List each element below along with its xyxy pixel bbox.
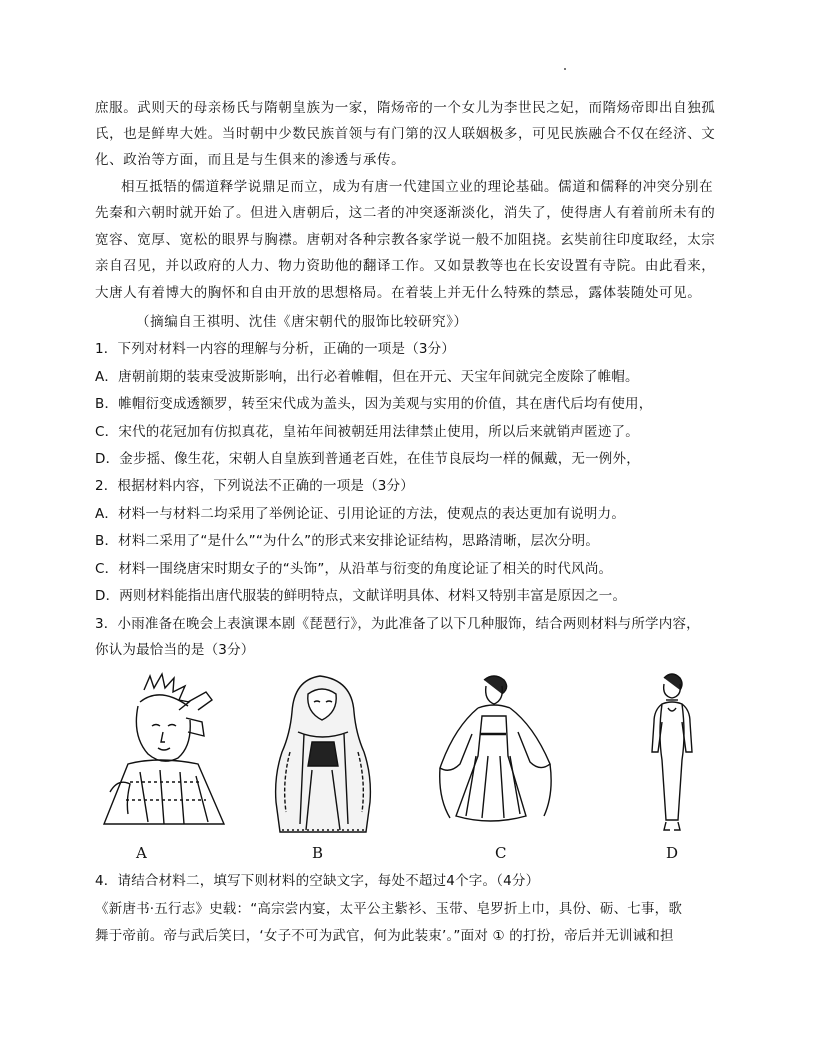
costume-c-illustration [436,672,556,842]
passage-line: 亲自召见，并以政府的人力、物力资助他的翻译工作。又如景教等也在长安设置有寺院。由此看来， [95,258,716,274]
option-c-label: C [495,844,507,862]
costume-d-illustration [642,672,702,842]
passage-line: 宽容、宽厚、宽松的眼界与胸襟。唐朝对各种宗教各家学说一般不加阻挠。玄奘前往印度取经，太宗 [95,232,716,248]
passage-line: 氏，也是鲜卑大姓。当时朝中少数民族首领与有门第的汉人联姻极多，可见民族融合不仅在经济、文 [95,126,716,142]
passage-line: 大唐人有着博大的胸怀和自由开放的思想格局。在着装上并无什么特殊的禁忌，露体装随处可见。 [95,285,702,301]
option-d-label: D [666,844,679,862]
option-b-label: B [312,844,324,862]
question-2-option-b: B．材料二采用了“是什么”“为什么”的形式来安排论证结构，思路清晰，层次分明。 [95,533,600,549]
question-1-option-d: D．金步摇、像生花，宋朝人自皇族到普通老百姓，在佳节良辰均一样的佩戴，无一例外， [95,451,640,467]
question-3-stem-cont: 你认为最恰当的是（3分） [95,642,255,658]
question-4-material-line: 舞于帝前。帝与武后笑曰，‘女子不可为武官，何为此装束’。”面对 ① 的打扮，帝后并无训诫和担 [95,928,674,944]
question-2-option-a: A．材料一与材料二均采用了举例论证、引用论证的方法，使观点的表达更加有说明力。 [95,506,626,522]
costume-a-illustration [100,672,230,842]
question-1-option-c: C．宋代的花冠加有仿拟真花，皇祐年间被朝廷用法律禁止使用，所以后来就销声匿迹了。 [95,424,639,440]
passage-line: 相互抵牾的儒道释学说鼎足而立，成为有唐一代建国立业的理论基础。儒道和儒释的冲突分别在 [121,179,714,195]
passage-line: 庶服。武则天的母亲杨氏与隋朝皇族为一家，隋炀帝的一个女儿为李世民之妃，而隋炀帝即出自独孤 [95,100,716,116]
costume-options-figure [100,672,740,862]
question-4-stem: 4．请结合材料二，填写下则材料的空缺文字，每处不超过4个字。（4分） [95,873,540,889]
question-2-stem: 2．根据材料内容，下列说法不正确的一项是（3分） [95,478,414,494]
passage-line: 化、政治等方面，而且是与生俱来的渗透与承传。 [95,152,406,168]
costume-b-illustration [268,672,378,842]
question-1-stem: 1．下列对材料一内容的理解与分析，正确的一项是（3分） [95,341,456,357]
passage-line: 先秦和六朝时就开始了。但进入唐朝后，这二者的冲突逐渐淡化，消失了，使得唐人有着前所未有的 [95,205,716,221]
question-1-option-a: A．唐朝前期的装束受波斯影响，出行必着帷帽，但在开元、天宝年间就完全废除了帷帽。 [95,369,639,385]
question-3-stem: 3．小雨准备在晚会上表演课本剧《琵琶行》，为此准备了以下几种服饰，结合两则材料与所学内容， [95,616,700,632]
option-a-label: A [136,844,147,862]
question-4-material-line: 《新唐书·五行志》史载：“高宗尝内宴，太平公主紫衫、玉带、皂罗折上巾，具份、砺、七事，歌 [95,901,683,917]
question-2-option-d: D．两则材料能指出唐代服装的鲜明特点，文献详明具体、材料又特别丰富是原因之一。 [95,588,627,604]
question-1-option-b: B．帷帽衍变成透额罗，转至宋代成为盖头，因为美观与实用的价值，其在唐代后均有使用， [95,396,653,412]
scan-speck [564,68,566,70]
question-2-option-c: C．材料一围绕唐宋时期女子的“头饰”，从沿革与衍变的角度论证了相关的时代风尚。 [95,561,613,577]
passage-source: （摘编自王祺明、沈佳《唐宋朝代的服饰比较研究》） [136,314,468,330]
